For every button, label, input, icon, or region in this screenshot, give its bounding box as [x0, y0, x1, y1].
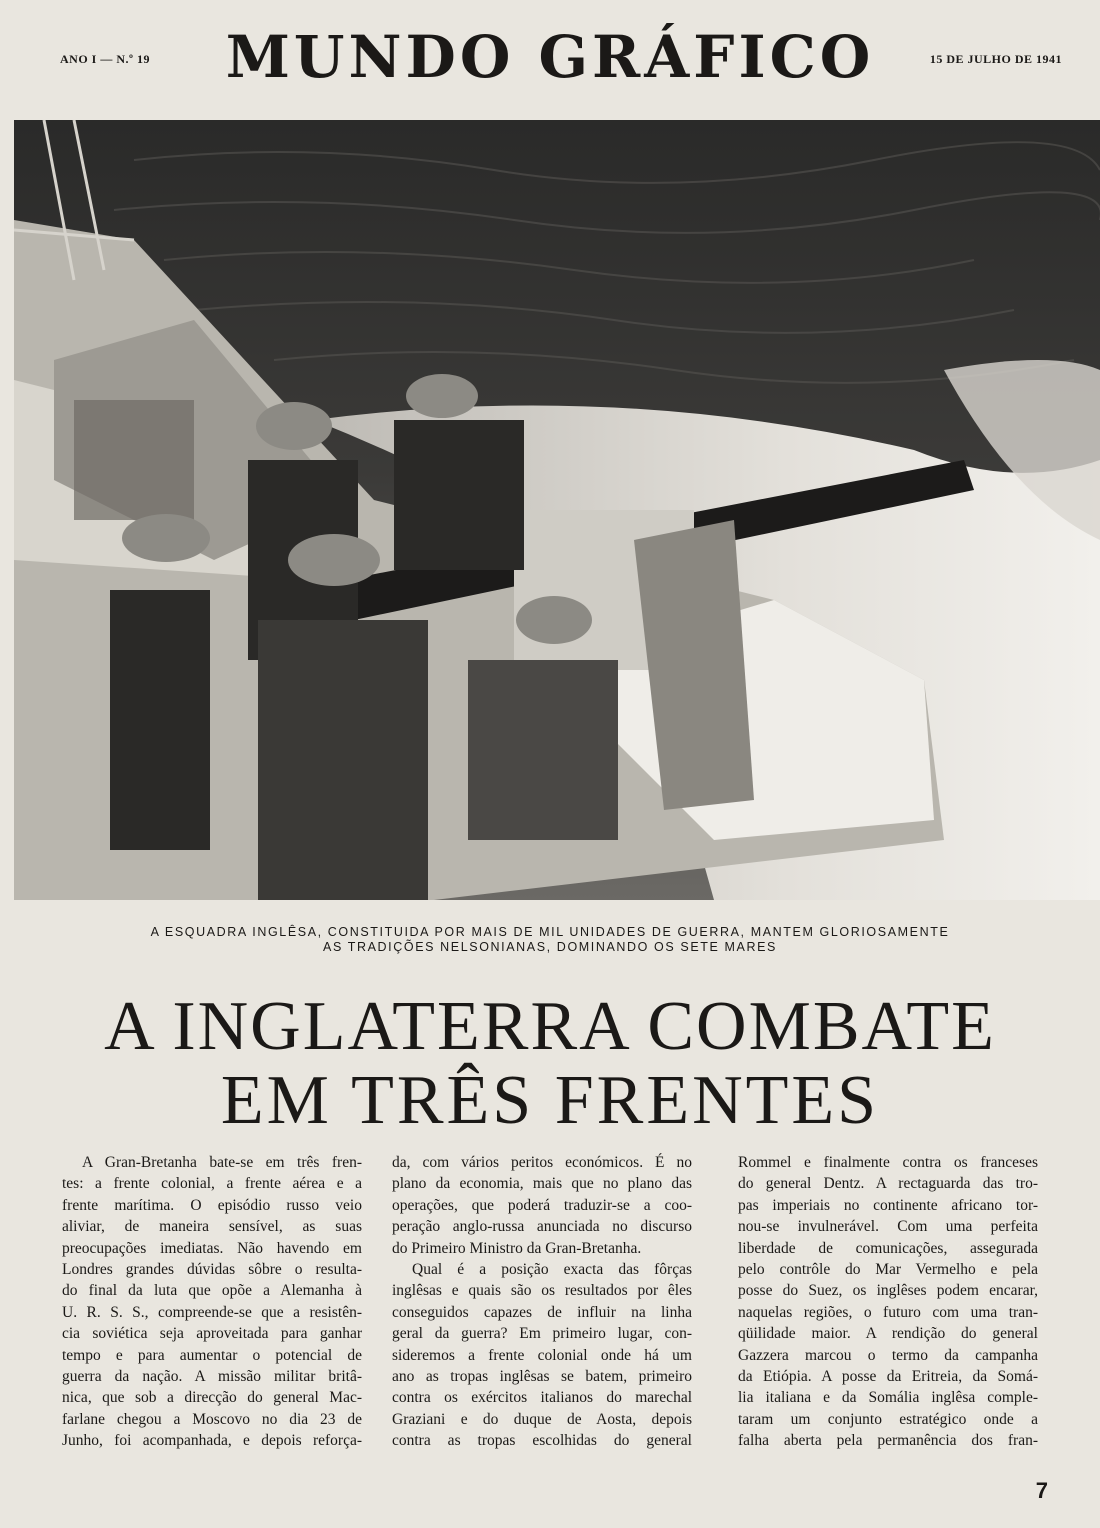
body-text-line: inglêsas e quais são os resultados por êles [392, 1282, 692, 1300]
body-text-line: Gazzera marcou o termo da campanha [738, 1346, 1038, 1364]
page-number: 7 [1035, 1478, 1048, 1503]
body-text-line: naquelas regiões, o futuro com uma tran- [738, 1303, 1038, 1321]
body-text-line: conseguidos capazes de influir na linha [392, 1303, 692, 1321]
article-body [62, 1152, 1052, 1492]
body-text-line: nica, que sob a direcção do general Mac- [62, 1389, 362, 1407]
body-text-line: peração anglo-russa anunciada no discurso [392, 1218, 692, 1236]
body-text-line: falha aberta pela permanência dos fran- [738, 1432, 1038, 1450]
body-text-line: frente marítima. O episódio russo veio [62, 1196, 362, 1214]
body-text-line: guerra da nação. A missão militar britâ- [62, 1368, 362, 1386]
magazine-title: MUNDO GRÁFICO [225, 23, 875, 91]
body-text-line: da, com vários peritos económicos. É no [392, 1154, 692, 1171]
text-column-2 [392, 1152, 692, 1452]
body-text-line: Qual é a posição exacta das fôrças [412, 1261, 692, 1279]
body-text-line: do general Dentz. A rectaguarda das tro- [738, 1175, 1038, 1193]
body-text-line: contra as tropas escolhidas do general [392, 1432, 692, 1450]
body-text-line: operações, que poderá traduzir-se a coo- [392, 1196, 692, 1214]
body-text-line: pas imperiais no continente africano tor- [738, 1196, 1038, 1214]
body-text-line: sideremos a frente colonial onde há um [392, 1346, 692, 1364]
body-text-line: pelo contrôle do Mar Vermelho e pela [738, 1261, 1038, 1279]
caption-line: AS TRADIÇÕES NELSONIANAS, DOMINANDO OS SETE MARES [323, 940, 777, 954]
issue-number: ANO I — N.º 19 [60, 52, 150, 66]
body-text-line: lia italiana e da Somália inglêsa comple- [738, 1389, 1038, 1407]
body-text-line: contra os exércitos italianos do marechal [392, 1389, 692, 1407]
caption-line: A ESQUADRA INGLÊSA, CONSTITUIDA POR MAIS DE MIL UNIDADES DE GUERRA, MANTEM GLORIOSAMENTE [150, 925, 950, 939]
body-text-line: do Primeiro Ministro da Gran-Bretanha. [392, 1239, 642, 1257]
body-text-line: da Etiópia. A posse da Eritreia, da Somá- [738, 1368, 1038, 1386]
text-column-1 [62, 1152, 362, 1452]
body-text-line: do final da luta que opõe a Alemanha à [62, 1282, 362, 1300]
body-text-line: posse do Suez, os inglêses podem encarar, [738, 1282, 1038, 1300]
body-text-line: A Gran-Bretanha bate-se em três fren- [82, 1154, 362, 1171]
body-text-line: U. R. S. S., compreende-se que a resistên- [62, 1303, 362, 1321]
body-text-line: cia soviética seja aproveitada para ganhar [62, 1325, 362, 1343]
body-text-line: Junho, foi acompanhada, e depois reforça- [62, 1432, 362, 1450]
body-text-line: preocupações imediatas. Não havendo em [62, 1239, 362, 1257]
warship-photo [14, 120, 1100, 900]
body-text-line: taram um conjunto estratégico onde a [738, 1410, 1038, 1428]
body-text-line: Rommel e finalmente contra os franceses [738, 1154, 1038, 1171]
body-text-line: Londres grandes dúvidas sôbre o resulta- [62, 1261, 362, 1279]
body-text-line: nou-se invulnerável. Com uma perfeita [738, 1218, 1038, 1236]
body-text-line: plano da economia, mais que no plano das [392, 1175, 692, 1193]
photo-caption [0, 925, 1100, 955]
text-column-3 [738, 1152, 1038, 1452]
issue-date: 15 DE JULHO DE 1941 [929, 52, 1062, 66]
body-text-line: ano as tropas inglêsas se batem, primeiro [392, 1368, 692, 1386]
body-text-line: geral da guerra? Em primeiro lugar, con- [392, 1325, 692, 1343]
headline-line: EM TRÊS FRENTES [220, 1062, 880, 1139]
body-text-line: liberdade de comunicações, assegurada [738, 1239, 1038, 1257]
photo-illustration [14, 120, 1100, 900]
body-text-line: tempo e para aumentar o potencial de [62, 1346, 362, 1364]
headline-line: A INGLATERRA COMBATE [104, 988, 996, 1065]
body-text-line: qüilidade maior. A rendição do general [738, 1325, 1038, 1343]
article-headline [0, 990, 1100, 1138]
body-text-line: aliviar, de maneira sensível, as suas [62, 1218, 362, 1236]
body-text-line: Graziani e do duque de Aosta, depois [392, 1410, 692, 1428]
body-text-line: farlane chegou a Moscovo no dia 23 de [62, 1410, 362, 1428]
body-text-line: tes: a frente colonial, a frente aérea e a [62, 1175, 362, 1193]
